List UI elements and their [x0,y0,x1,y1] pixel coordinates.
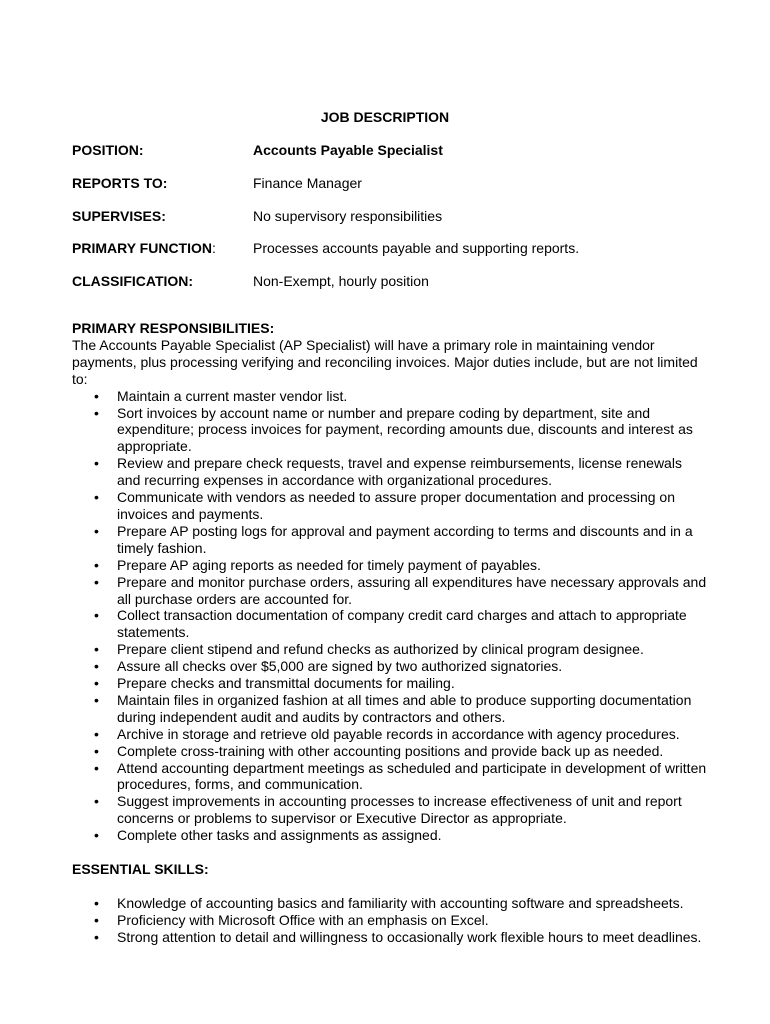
responsibility-item-text: Prepare and monitor purchase orders, assuring all expenditures have necessary approvals and all purchase orders are accounted for. [117,573,707,607]
field-value: Non-Exempt, hourly position [253,273,429,289]
field-label: SUPERVISES: [72,208,166,224]
responsibility-item-text: Prepare client stipend and refund checks as authorized by clinical program designee. [117,641,644,658]
responsibilities-heading: PRIMARY RESPONSIBILITIES: [72,320,275,336]
bullet-icon: • [94,641,99,658]
bullet-icon: • [94,489,99,506]
responsibility-item [72,455,708,489]
skill-item-text: Strong attention to detail and willingness to occasionally work flexible hours to meet deadlines. [117,928,702,945]
document-title: JOB DESCRIPTION [320,109,450,125]
responsibility-item [72,760,708,794]
bullet-icon: • [94,658,99,675]
bullet-icon: • [94,911,99,928]
responsibilities-intro: The Accounts Payable Specialist (AP Specialist) will have a primary role in maintaining vendor payments, plus processing verifying and reconciling invoices. Major duties include, but are not limited to: [72,336,698,387]
responsibility-item [72,675,708,692]
field-supervises [72,208,712,225]
field-value: Processes accounts payable and supporting reports. [253,240,580,256]
field-value: Finance Manager [253,175,362,191]
responsibility-item [72,827,708,844]
responsibility-item-text: Review and prepare check requests, travel and expense reimbursements, license renewals and recurring expenses in accordance with organizational procedures. [117,455,682,489]
responsibilities-section [72,320,708,844]
bullet-icon: • [94,725,99,742]
bullet-icon: • [94,455,99,472]
field-label: PRIMARY FUNCTION: [72,240,216,256]
field-label: REPORTS TO: [72,175,168,191]
bullet-icon: • [94,607,99,624]
bullet-icon: • [94,404,99,421]
responsibility-item [72,557,708,574]
responsibility-item [72,658,708,675]
skills-heading: ESSENTIAL SKILLS: [72,861,209,877]
field-value: No supervisory responsibilities [253,208,443,224]
responsibility-item [72,405,708,456]
bullet-icon: • [94,573,99,590]
bullet-icon: • [94,827,99,844]
responsibility-item-text: Archive in storage and retrieve old payable records in accordance with agency procedures. [117,725,680,742]
skill-item [72,912,708,929]
skills-list [72,895,708,946]
responsibility-item [72,692,708,726]
responsibility-item-text: Attend accounting department meetings as scheduled and participate in development of written procedures, forms, and communication. [117,759,707,793]
bullet-icon: • [94,387,99,404]
bullet-icon: • [94,793,99,810]
responsibility-item [72,793,708,827]
skill-item-text: Proficiency with Microsoft Office with an emphasis on Excel. [117,911,489,928]
responsibility-item-text: Prepare checks and transmittal documents for mailing. [117,675,455,692]
responsibility-item-text: Complete other tasks and assignments as assigned. [117,827,442,844]
responsibility-item-text: Prepare AP aging reports as needed for timely payment of payables. [117,556,541,573]
bullet-icon: • [94,759,99,776]
responsibilities-list [72,388,708,844]
bullet-icon: • [94,894,99,911]
responsibility-item-text: Maintain files in organized fashion at all times and able to produce supporting documentation during independent audit and audits by contractors and others. [117,691,692,725]
bullet-icon: • [94,742,99,759]
bullet-icon: • [94,522,99,539]
responsibility-item [72,743,708,760]
responsibility-item [72,489,708,523]
responsibility-item-text: Sort invoices by account name or number and prepare coding by department, site and expenditure; process invoices for payment, recording amounts due, discounts and interest as appropriate. [117,404,693,455]
bullet-icon: • [94,675,99,692]
bullet-icon: • [94,928,99,945]
bullet-icon: • [94,691,99,708]
responsibility-item-text: Communicate with vendors as needed to assure proper documentation and processing on invoices and payments. [117,489,675,522]
responsibility-item [72,388,708,405]
field-primary-function [72,240,712,257]
responsibility-item-text: Collect transaction documentation of company credit card charges and attach to appropriate statements. [117,607,687,641]
skill-item-text: Knowledge of accounting basics and familiarity with accounting software and spreadsheets. [117,894,684,911]
field-reports-to [72,175,712,192]
responsibility-item [72,641,708,658]
field-label: POSITION: [72,142,144,158]
field-label: CLASSIFICATION: [72,273,194,289]
responsibility-item-text: Assure all checks over $5,000 are signed by two authorized signatories. [117,658,563,675]
field-classification [72,273,712,290]
responsibility-item [72,523,708,557]
responsibility-item-text: Maintain a current master vendor list. [117,387,348,404]
responsibility-item-text: Complete cross-training with other accounting positions and provide back up as needed. [117,742,664,759]
responsibility-item [72,726,708,743]
field-value: Accounts Payable Specialist [253,142,443,158]
skill-item [72,895,708,912]
bullet-icon: • [94,556,99,573]
skills-section [72,861,708,946]
skill-item [72,929,708,946]
responsibility-item-text: Prepare AP posting logs for approval and payment according to terms and discounts and in a timely fashion. [117,522,693,556]
field-position [72,142,712,159]
responsibility-item-text: Suggest improvements in accounting processes to increase effectiveness of unit and report concerns or problems to supervisor or Executive Director as appropriate. [117,793,682,827]
responsibility-item [72,607,708,641]
responsibility-item [72,574,708,608]
